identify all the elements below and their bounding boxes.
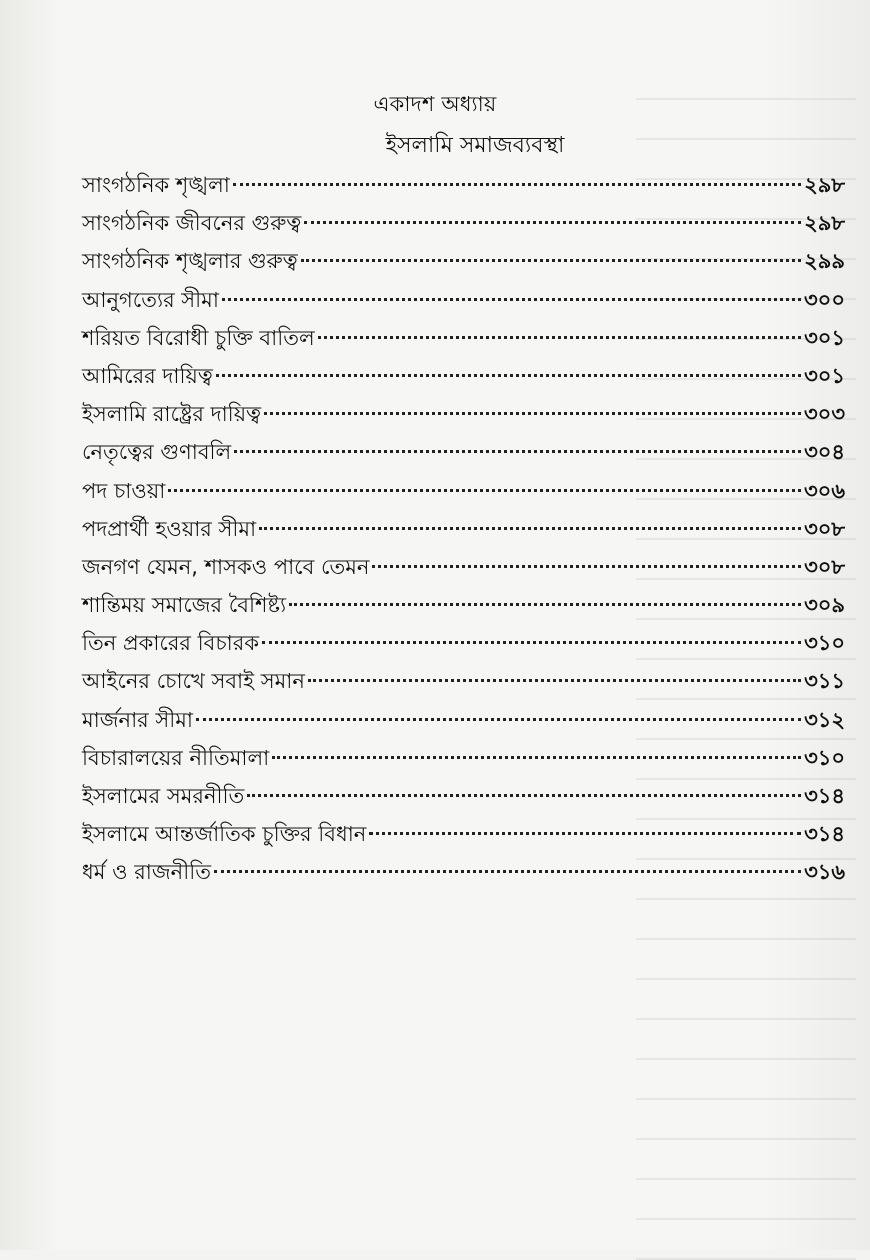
toc-entry-page-number: ৩০৬ — [804, 478, 845, 503]
table-of-contents — [82, 166, 845, 892]
toc-entry — [82, 548, 845, 586]
toc-entry-title: ইসলামের সমরনীতি — [82, 784, 245, 808]
dot-leader — [222, 298, 801, 301]
toc-entry — [82, 777, 845, 815]
toc-entry — [82, 662, 845, 700]
toc-entry-title: সাংগঠনিক শৃঙ্খলার গুরুত্ব — [82, 249, 298, 274]
toc-entry-page-number: ৩১৬ — [804, 860, 845, 885]
dot-leader — [308, 679, 801, 682]
dot-leader — [369, 832, 801, 835]
toc-entry-title: নেতৃত্বের গুণাবলি — [82, 440, 232, 465]
toc-entry — [82, 701, 845, 739]
toc-entry-page-number: ৩১১ — [804, 669, 845, 694]
dot-leader — [216, 374, 801, 377]
toc-entry — [82, 433, 845, 471]
toc-entry-page-number: ৩০০ — [804, 287, 845, 312]
dot-leader — [259, 527, 801, 530]
toc-entry — [82, 242, 845, 280]
toc-entry — [82, 166, 845, 204]
dot-leader — [196, 718, 801, 721]
toc-entry-page-number: ৩০৯ — [804, 593, 845, 618]
toc-entry — [82, 357, 845, 395]
toc-entry-title: তিন প্রকারের বিচারক — [82, 631, 260, 656]
dot-leader — [272, 756, 801, 759]
dot-leader — [234, 450, 801, 453]
toc-entry-title: সাংগঠনিক জীবনের গুরুত্ব — [82, 211, 302, 236]
toc-entry-title: সাংগঠনিক শৃঙ্খলা — [82, 173, 230, 197]
toc-entry — [82, 319, 845, 357]
dot-leader — [318, 336, 801, 339]
toc-entry-title: বিচারালয়ের নীতিমালা — [82, 745, 270, 770]
toc-entry-title: ইসলামি রাষ্ট্রের দায়িত্ব — [82, 402, 262, 427]
dot-leader — [214, 870, 801, 873]
toc-entry-title: ইসলামে আন্তর্জাতিক চুক্তির বিধান — [82, 822, 367, 847]
toc-entry — [82, 586, 845, 624]
toc-entry — [82, 510, 845, 548]
toc-entry-title: পদপ্রার্থী হওয়ার সীমা — [82, 516, 257, 541]
toc-entry-page-number: ২৯৮ — [804, 173, 845, 197]
toc-entry-page-number: ২৯৮ — [804, 211, 845, 236]
dot-leader — [301, 259, 801, 262]
toc-entry-page-number: ৩১০ — [804, 631, 845, 656]
toc-entry-title: আনুগত্যের সীমা — [82, 287, 219, 312]
toc-entry — [82, 815, 845, 853]
toc-entry-title: ধর্ম ও রাজনীতি — [82, 860, 211, 885]
toc-entry — [82, 281, 845, 319]
dot-leader — [289, 603, 801, 606]
toc-entry — [82, 472, 845, 510]
dot-leader — [247, 794, 801, 797]
toc-entry-page-number: ৩১৪ — [804, 822, 845, 847]
toc-entry-page-number: ৩০১ — [804, 363, 845, 388]
toc-entry-title: জনগণ যেমন, শাসকও পাবে তেমন — [82, 554, 370, 579]
toc-entry-title: আমিরের দায়িত্ব — [82, 363, 213, 388]
dot-leader — [304, 221, 801, 224]
dot-leader — [264, 412, 801, 415]
toc-entry-page-number: ৩০৮ — [804, 516, 845, 541]
toc-entry-title: শান্তিময় সমাজের বৈশিষ্ট্য — [82, 593, 287, 618]
toc-entry — [82, 624, 845, 662]
dot-leader — [262, 641, 801, 644]
dot-leader — [233, 183, 801, 186]
toc-entry — [82, 739, 845, 777]
toc-entry-title: আইনের চোখে সবাই সমান — [82, 669, 305, 694]
toc-entry — [82, 204, 845, 242]
section-title: ইসলামি সমাজব্যবস্থা — [385, 133, 565, 158]
toc-entry-page-number: ৩১০ — [804, 745, 845, 770]
toc-entry-page-number: ৩০৪ — [804, 440, 845, 465]
chapter-heading: একাদশ অধ্যায় — [373, 92, 497, 116]
toc-entry-title: মার্জনার সীমা — [82, 707, 194, 732]
toc-entry-page-number: ৩১৪ — [804, 784, 845, 808]
toc-entry — [82, 395, 845, 433]
dot-leader — [372, 565, 801, 568]
toc-entry-title: শরিয়ত বিরোধী চুক্তি বাতিল — [82, 325, 315, 350]
toc-entry-title: পদ চাওয়া — [82, 478, 166, 503]
toc-entry-page-number: ৩০৩ — [804, 402, 845, 427]
toc-entry — [82, 853, 845, 891]
toc-entry-page-number: ৩০১ — [804, 325, 845, 350]
toc-entry-page-number: ২৯৯ — [804, 249, 845, 274]
dot-leader — [168, 489, 801, 492]
toc-entry-page-number: ৩১২ — [804, 707, 845, 732]
toc-entry-page-number: ৩০৮ — [804, 554, 845, 579]
